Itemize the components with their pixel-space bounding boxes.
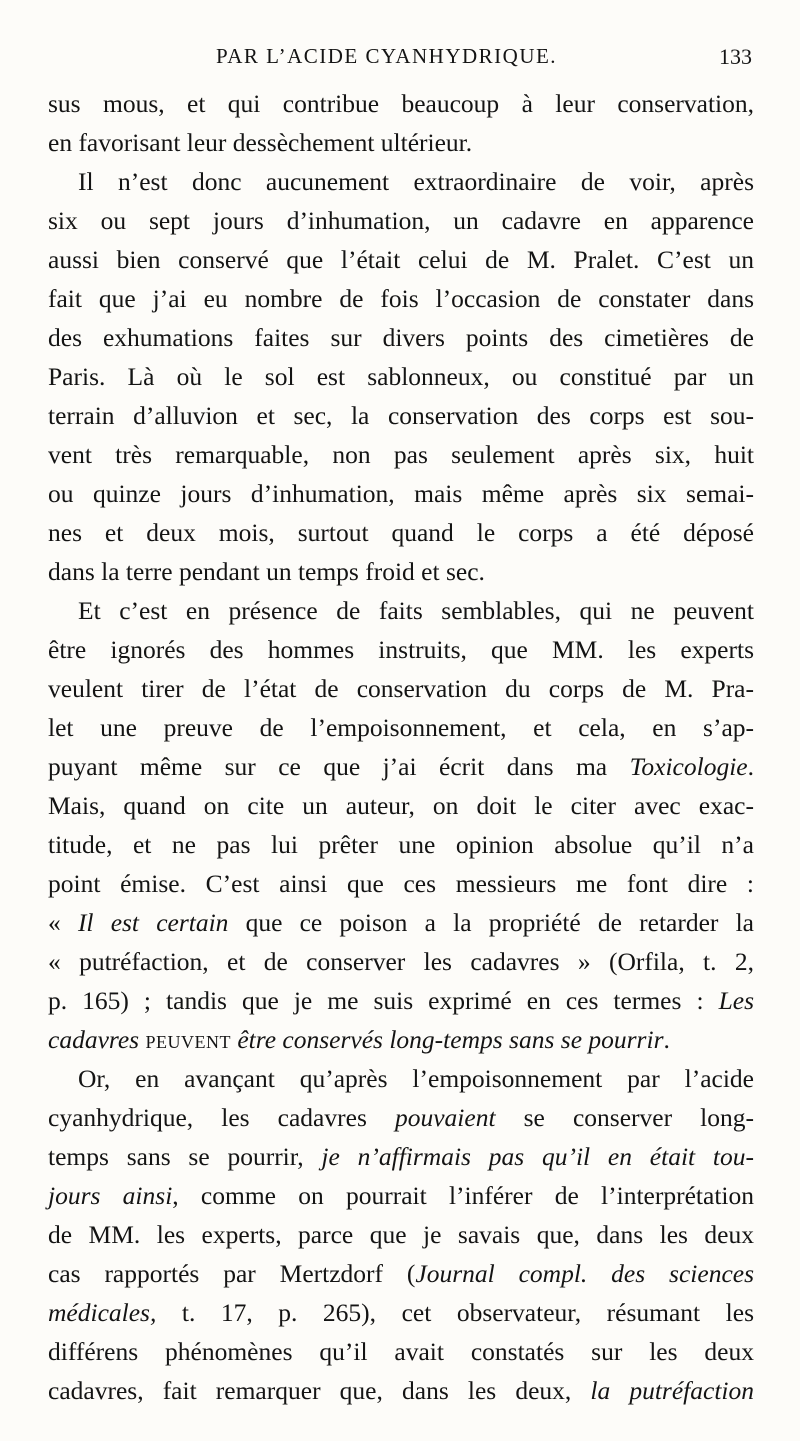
text-line: jours ainsi, comme on pourrait l’inférer de l’interprétation xyxy=(48,1181,754,1210)
text-line: cadavres, fait remarquer que, dans les deux, la putréfaction xyxy=(48,1376,754,1405)
text-line: Or, en avançant qu’après l’empoisonnement par l’acide xyxy=(78,1064,754,1093)
text-line: dans la terre pendant un temps froid et sec. xyxy=(48,557,485,586)
text-line: médicales, t. 17, p. 265), cet observateur, résumant les xyxy=(48,1298,754,1327)
text-line: let une preuve de l’empoisonnement, et cela, en s’ap- xyxy=(48,713,754,742)
text-line: ou quinze jours d’inhumation, mais même après six semai- xyxy=(48,479,754,508)
running-head-title: PAR L’ACIDE CYANHYDRIQUE. xyxy=(216,44,558,68)
running-head xyxy=(48,38,756,78)
text-line: p. 165) ; tandis que je me suis exprimé en ces termes : Les xyxy=(48,986,754,1015)
text-line: puyant même sur ce que j’ai écrit dans ma Toxicologie. xyxy=(48,752,754,781)
text-line: fait que j’ai eu nombre de fois l’occasion de constater dans xyxy=(48,284,754,313)
text-line: différens phénomènes qu’il avait constatés sur les deux xyxy=(48,1337,754,1366)
text-line: être ignorés des hommes instruits, que MM. les experts xyxy=(48,635,754,664)
text-line: temps sans se pourrir, je n’affirmais pas qu’il en était tou- xyxy=(48,1142,754,1171)
text-line: nes et deux mois, surtout quand le corps a été déposé xyxy=(48,518,754,547)
text-line: Il n’est donc aucunement extraordinaire de voir, après xyxy=(78,167,754,196)
text-line: terrain d’alluvion et sec, la conservation des corps est sou- xyxy=(48,401,754,430)
text-line: en favorisant leur dessèchement ultérieur. xyxy=(48,128,473,157)
text-line: Mais, quand on cite un auteur, on doit le citer avec exac- xyxy=(48,791,754,820)
text-line: de MM. les experts, parce que je savais que, dans les deux xyxy=(48,1220,754,1249)
text-line: cyanhydrique, les cadavres pouvaient se conserver long- xyxy=(48,1103,754,1132)
text-line: cadavres peuvent être conservés long-temps sans se pourrir. xyxy=(48,1025,670,1054)
text-line: cas rapportés par Mertzdorf (Journal compl. des sciences xyxy=(48,1259,755,1288)
page-number: 133 xyxy=(719,44,752,69)
text-line: vent très remarquable, non pas seulement après six, huit xyxy=(48,440,754,469)
text-line: veulent tirer de l’état de conservation du corps de M. Pra- xyxy=(48,674,754,703)
text-line: Paris. Là où le sol est sablonneux, ou constitué par un xyxy=(48,362,754,391)
body-text xyxy=(48,84,754,1410)
text-line: six ou sept jours d’inhumation, un cadavre en apparence xyxy=(48,206,754,235)
text-line: « Il est certain que ce poison a la propriété de retarder la xyxy=(48,908,755,937)
text-line: Et c’est en présence de faits semblables, qui ne peuvent xyxy=(78,596,754,625)
text-line: point émise. C’est ainsi que ces messieurs me font dire : xyxy=(48,869,754,898)
text-line: sus mous, et qui contribue beaucoup à leur conservation, xyxy=(48,89,754,118)
text-line: des exhumations faites sur divers points des cimetières de xyxy=(48,323,754,352)
text-line: « putréfaction, et de conserver les cadavres » (Orfila, t. 2, xyxy=(48,947,754,976)
text-line: aussi bien conservé que l’était celui de M. Pralet. C’est un xyxy=(48,245,754,274)
text-line: titude, et ne pas lui prêter une opinion absolue qu’il n’a xyxy=(48,830,754,859)
